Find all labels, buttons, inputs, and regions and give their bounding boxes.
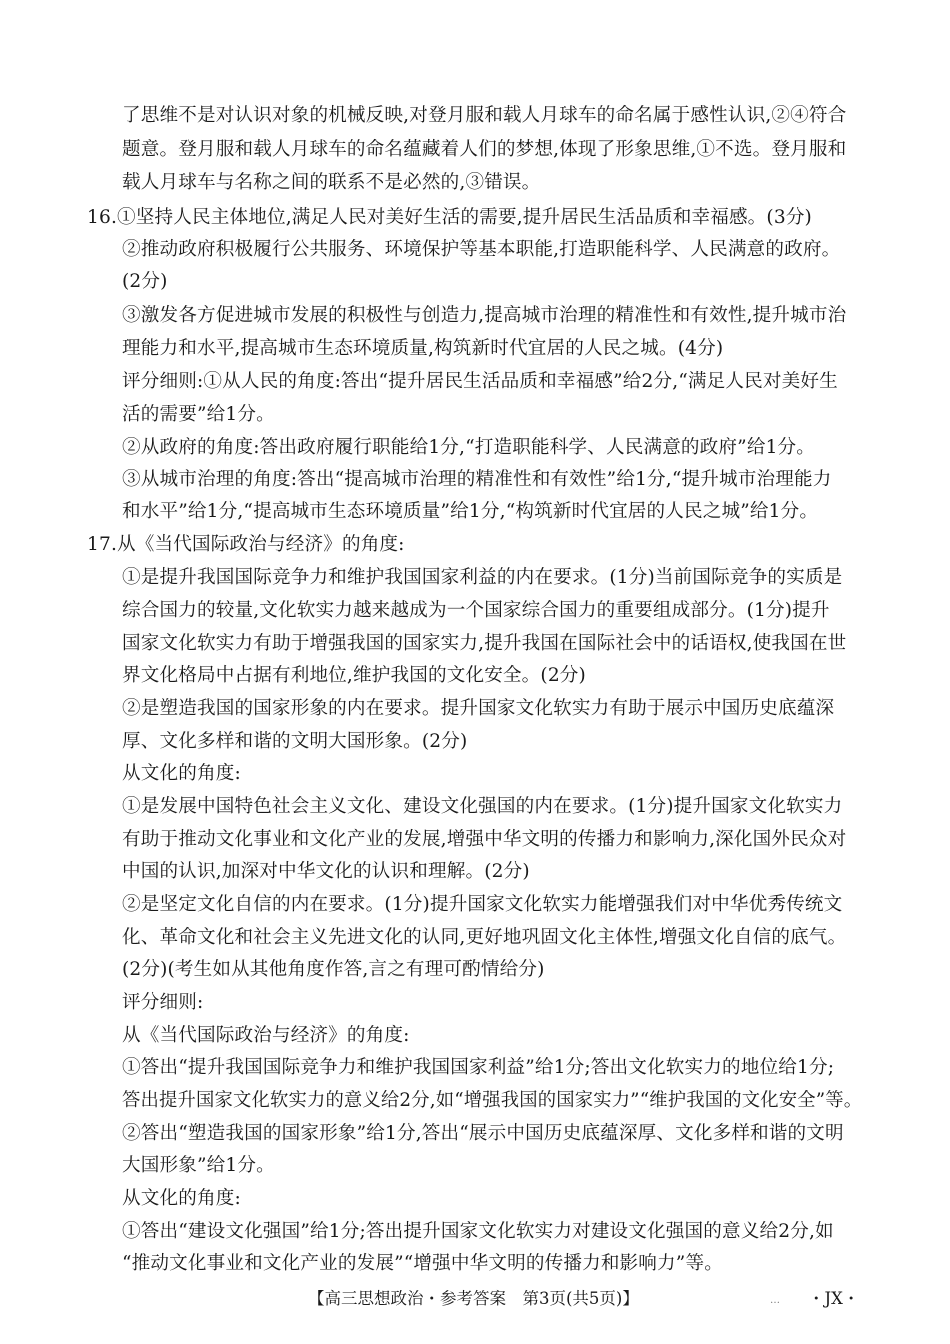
text-line: 活的需要”给1分。 <box>122 404 275 425</box>
question-17-line: 17.从《当代国际政治与经济》的角度: <box>87 534 405 555</box>
text-line: 评分细则: <box>122 992 204 1013</box>
question-16-line: 16.①坚持人民主体地位,满足人民对美好生活的需要,提升居民生活品质和幸福感。(3分) <box>87 207 812 228</box>
text-line: 从《当代国际政治与经济》的角度: <box>122 1025 410 1046</box>
text-line: (2分) <box>122 271 168 292</box>
text-line: ②是塑造我国的国家形象的内在要求。提升国家文化软实力有助于展示中国历史底蕴深 <box>122 698 835 719</box>
footer-code: ・JX・ <box>808 1289 860 1308</box>
text-line: 从文化的角度: <box>122 763 241 784</box>
text-line: 大国形象”给1分。 <box>122 1155 275 1176</box>
text-line: 载人月球车与名称之间的联系不是必然的,③错误。 <box>122 172 541 193</box>
text-line: 从文化的角度: <box>122 1188 241 1209</box>
text-line: 评分细则:①从人民的角度:答出“提升居民生活品质和幸福感”给2分,“满足人民对美好生 <box>122 371 838 392</box>
text-line: 国家文化软实力有助于增强我国的国家实力,提升我国在国际社会中的话语权,使我国在世 <box>122 633 847 654</box>
text-line: ②答出“塑造我国的国家形象”给1分,答出“展示中国历史底蕴深厚、文化多样和谐的文明 <box>122 1123 844 1144</box>
text-line: ②从政府的角度:答出政府履行职能给1分,“打造职能科学、人民满意的政府”给1分。 <box>122 437 816 458</box>
text-line: 中国的认识,加深对中华文化的认识和理解。(2分) <box>122 861 530 882</box>
text-line: 化、革命文化和社会主义先进文化的认同,更好地巩固文化主体性,增强文化自信的底气。 <box>122 927 847 948</box>
text-line: “推动文化事业和文化产业的发展”“增强中华文明的传播力和影响力”等。 <box>122 1253 723 1274</box>
text-line: 综合国力的较量,文化软实力越来越成为一个国家综合国力的重要组成部分。(1分)提升 <box>122 600 830 621</box>
text-line: ①答出“提升我国国际竞争力和维护我国国家利益”给1分;答出文化软实力的地位给1分; <box>122 1057 835 1078</box>
text-line: ①答出“建设文化强国”给1分;答出提升国家文化软实力对建设文化强国的意义给2分,如 <box>122 1221 834 1242</box>
text-line: 界文化格局中占据有利地位,维护我国的文化安全。(2分) <box>122 665 586 686</box>
text-line: 题意。登月服和载人月球车的命名蕴藏着人们的梦想,体现了形象思维,①不选。登月服和 <box>122 139 847 160</box>
footer-title: 【高三思想政治・参考答案 第3页(共5页)】 <box>308 1289 639 1308</box>
footer-mark: … <box>770 1295 780 1306</box>
text-line: ③激发各方促进城市发展的积极性与创造力,提高城市治理的精准性和有效性,提升城市治 <box>122 305 847 326</box>
page-footer <box>0 1287 950 1317</box>
text-line: 有助于推动文化事业和文化产业的发展,增强中华文明的传播力和影响力,深化国外民众对 <box>122 829 847 850</box>
text-line: 答出提升国家文化软实力的意义给2分,如“增强我国的国家实力”“维护我国的文化安全”等。 <box>122 1090 863 1111</box>
text-line: (2分)(考生如从其他角度作答,言之有理可酌情给分) <box>122 959 545 980</box>
text-line: ①是提升我国国际竞争力和维护我国国家利益的内在要求。(1分)当前国际竞争的实质是 <box>122 567 843 588</box>
text-line: 厚、文化多样和谐的文明大国形象。(2分) <box>122 731 468 752</box>
text-line: ①是发展中国特色社会主义文化、建设文化强国的内在要求。(1分)提升国家文化软实力 <box>122 796 843 817</box>
text-line: ③从城市治理的角度:答出“提高城市治理的精准性和有效性”给1分,“提升城市治理能力 <box>122 469 832 490</box>
text-line: 和水平”给1分,“提高城市生态环境质量”给1分,“构筑新时代宜居的人民之城”给1分。 <box>122 501 819 522</box>
text-line: ②是坚定文化自信的内在要求。(1分)提升国家文化软实力能增强我们对中华优秀传统文 <box>122 894 843 915</box>
text-line: 理能力和水平,提高城市生态环境质量,构筑新时代宜居的人民之城。(4分) <box>122 338 724 359</box>
text-line: ②推动政府积极履行公共服务、环境保护等基本职能,打造职能科学、人民满意的政府。 <box>122 239 841 260</box>
text-line: 了思维不是对认识对象的机械反映,对登月服和载人月球车的命名属于感性认识,②④符合 <box>122 105 847 126</box>
